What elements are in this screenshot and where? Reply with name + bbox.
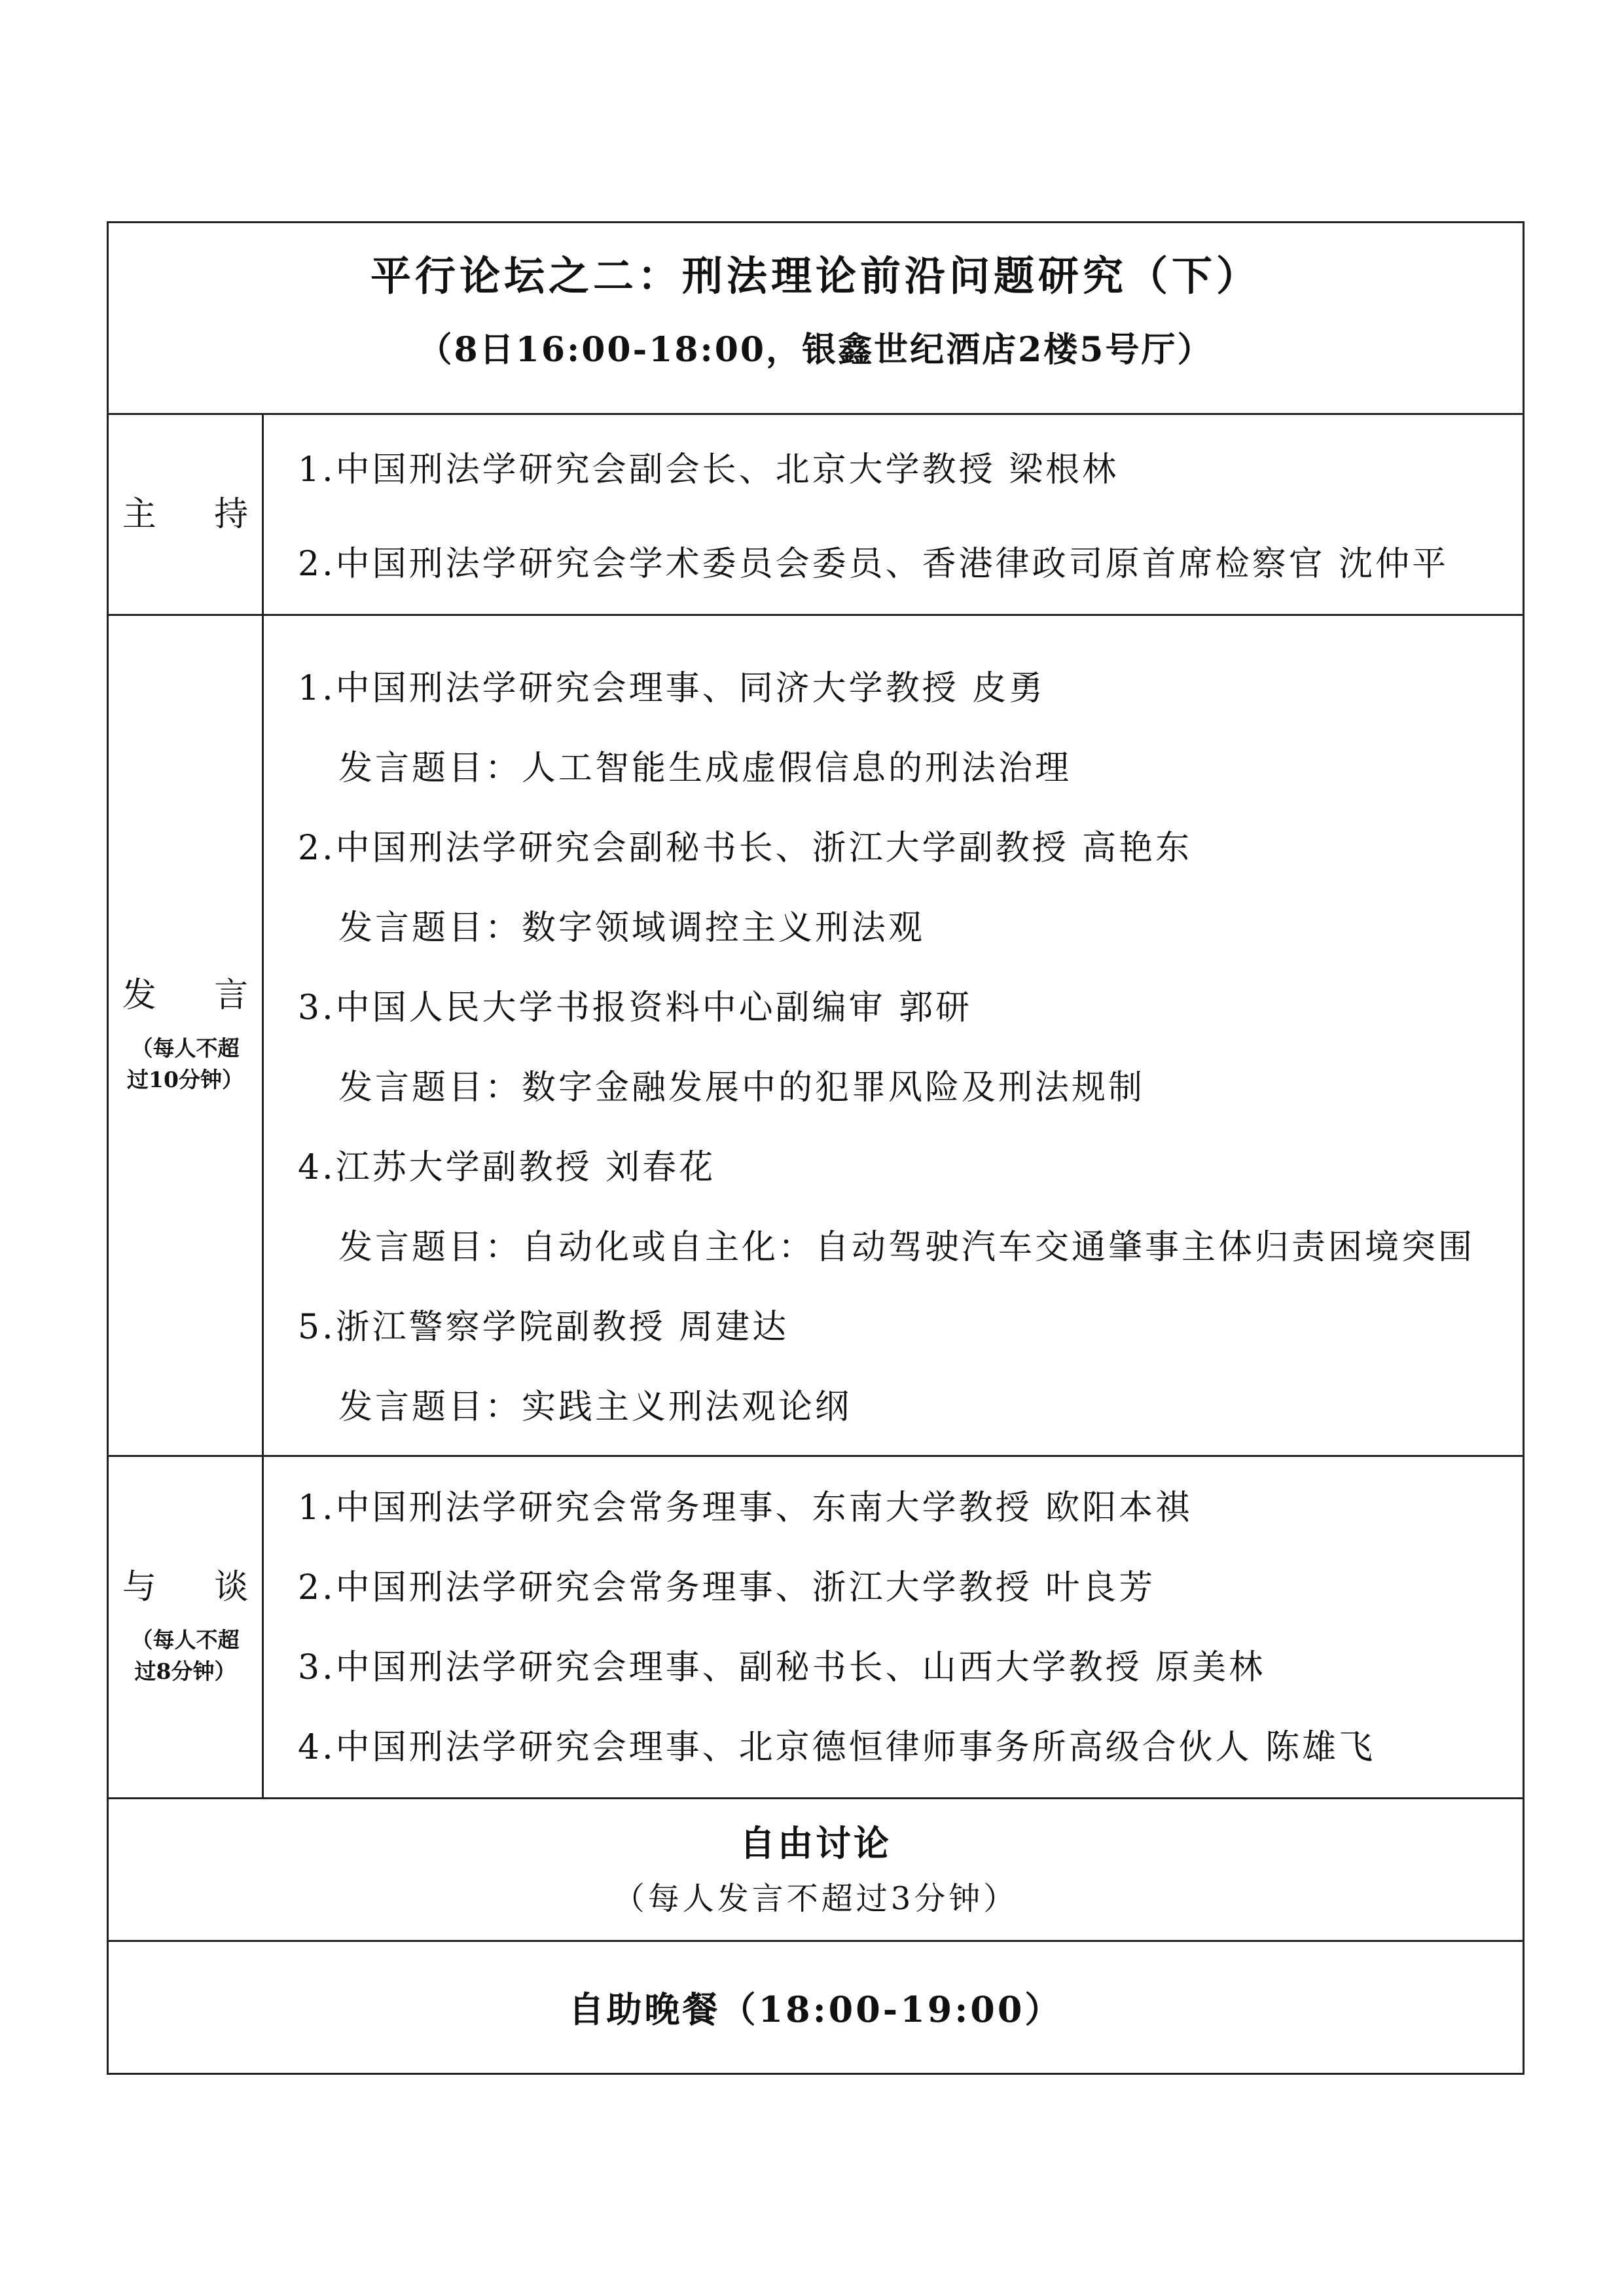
schedule-table (107, 221, 1525, 2075)
speaker-name: 5.浙江警察学院副教授 周建达 (298, 1308, 789, 1347)
discussants-note-line: （每人不超 (131, 1627, 240, 1653)
host-row (109, 413, 1523, 614)
dinner-row (109, 1940, 1523, 2073)
speaker-topic: 发言题目：实践主义刑法观论纲 (338, 1388, 852, 1427)
speakers-label: 发 言 (122, 975, 272, 1015)
speakers-note-line: 过10分钟） (127, 1067, 244, 1093)
speakers-content (264, 616, 1523, 1455)
discussant-item: 3.中国刑法学研究会理事、副秘书长、山西大学教授 原美林 (298, 1648, 1266, 1687)
host-item: 1.中国刑法学研究会副会长、北京大学教授 梁根林 (298, 450, 1119, 490)
speaker-topic: 发言题目：数字领域调控主义刑法观 (338, 908, 926, 948)
speaker-name: 2.中国刑法学研究会副秘书长、浙江大学副教授 高艳东 (298, 829, 1193, 868)
discussant-item: 1.中国刑法学研究会常务理事、东南大学教授 欧阳本祺 (298, 1488, 1193, 1528)
discussants-label: 与 谈 (122, 1567, 272, 1607)
free-discussion-row (109, 1797, 1523, 1940)
speaker-name: 4.江苏大学副教授 刘春花 (298, 1148, 716, 1187)
speaker-topic: 发言题目：数字金融发展中的犯罪风险及刑法规制 (338, 1068, 1146, 1107)
speaker-topic: 发言题目：自动化或自主化：自动驾驶汽车交通肇事主体归责困境突围 (338, 1228, 1475, 1267)
speaker-name: 1.中国刑法学研究会理事、同济大学教授 皮勇 (298, 669, 1046, 708)
discussants-time-note (132, 1624, 240, 1687)
free-discussion-title: 自由讨论 (740, 1822, 892, 1864)
dinner-title: 自助晚餐（18:00-19:00） (568, 1988, 1063, 2030)
host-label: 主 持 (122, 494, 272, 534)
discussants-content (264, 1457, 1523, 1797)
discussant-item: 2.中国刑法学研究会常务理事、浙江大学教授 叶良芳 (298, 1568, 1156, 1607)
speakers-time-note (127, 1033, 244, 1096)
free-discussion-note: （每人发言不超过3分钟） (613, 1880, 1019, 1917)
speaker-name: 3.中国人民大学书报资料中心副编审 郭研 (298, 988, 973, 1028)
host-item: 2.中国刑法学研究会学术委员会委员、香港律政司原首席检察官 沈仲平 (298, 545, 1449, 584)
host-label-cell (109, 415, 272, 614)
speakers-row (109, 614, 1523, 1455)
discussants-row (109, 1455, 1523, 1797)
discussants-note-line: 过8分钟） (134, 1659, 236, 1685)
forum-title: 平行论坛之二：刑法理论前沿问题研究（下） (370, 252, 1261, 300)
host-content (264, 415, 1523, 614)
speakers-note-line: （每人不超 (131, 1035, 240, 1062)
forum-time-location: （8日16:00-18:00，银鑫世纪酒店2楼5号厅） (418, 330, 1214, 370)
discussants-label-cell (109, 1457, 272, 1797)
forum-header (109, 223, 1523, 413)
speakers-label-cell (109, 616, 272, 1455)
discussant-item: 4.中国刑法学研究会理事、北京德恒律师事务所高级合伙人 陈雄飞 (298, 1728, 1376, 1767)
speaker-topic: 发言题目：人工智能生成虚假信息的刑法治理 (338, 749, 1072, 788)
